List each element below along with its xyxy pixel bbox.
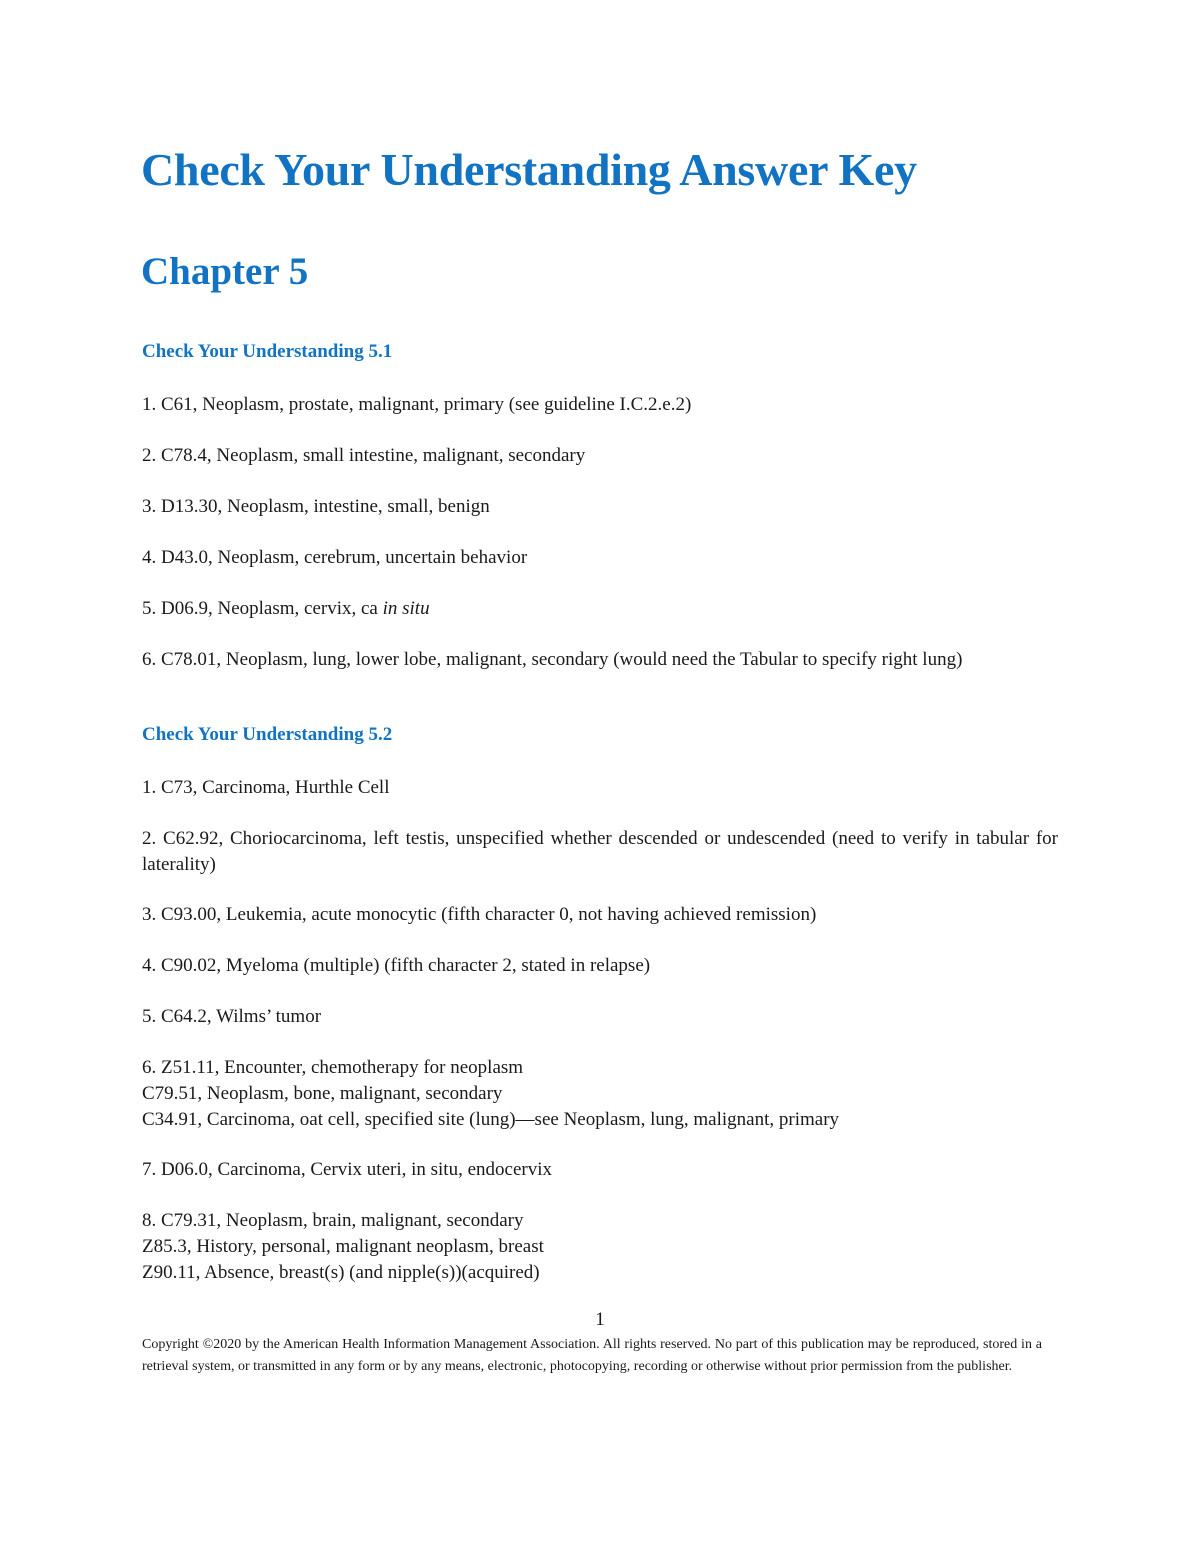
answer-item: 3. C93.00, Leukemia, acute monocytic (fifth character 0, not having achieved remission) [142, 904, 817, 925]
section-heading-5-2: Check Your Understanding 5.2 [142, 724, 393, 745]
answer-line: 6. Z51.11, Encounter, chemotherapy for neoplasm [142, 1057, 524, 1078]
copyright-footer: Copyright ©2020 by the American Health Information Management Association. All rights reserved. No part of this publication may be reproduced, stored in a retrieval system, or transmitted in any form or by any means, electronic, photocopying, recording or otherwise without prior permission from the publisher. [142, 1337, 1042, 1374]
answer-emphasis: in situ [382, 598, 430, 619]
answer-item [142, 1208, 1058, 1286]
answer-text: 5. D06.9, Neoplasm, cervix, ca [142, 598, 383, 619]
answer-line: C79.51, Neoplasm, bone, malignant, secondary [142, 1083, 503, 1104]
document-title: Check Your Understanding Answer Key [141, 144, 917, 195]
answer-item: 2. C78.4, Neoplasm, small intestine, malignant, secondary [142, 445, 586, 466]
answer-item: 7. D06.0, Carcinoma, Cervix uteri, in situ, endocervix [142, 1159, 552, 1180]
answer-line: Z85.3, History, personal, malignant neoplasm, breast [142, 1236, 544, 1257]
answer-line: C34.91, Carcinoma, oat cell, specified site (lung)—see Neoplasm, lung, malignant, primary [142, 1109, 840, 1130]
answer-item: 5. C64.2, Wilms’ tumor [142, 1006, 322, 1027]
page-number: 1 [595, 1309, 605, 1330]
answer-item: 4. D43.0, Neoplasm, cerebrum, uncertain behavior [142, 547, 528, 568]
answer-item: 1. C61, Neoplasm, prostate, malignant, primary (see guideline I.C.2.e.2) [142, 394, 692, 415]
answer-item: 3. D13.30, Neoplasm, intestine, small, benign [142, 496, 490, 517]
answer-item: 2. C62.92, Choriocarcinoma, left testis, unspecified whether descended or undescended (need to verify in tabular for laterality) [142, 828, 1058, 875]
section-heading-5-1: Check Your Understanding 5.1 [142, 341, 393, 362]
answer-item [142, 596, 1058, 622]
answer-item [142, 1055, 1058, 1133]
answer-line: Z90.11, Absence, breast(s) (and nipple(s))(acquired) [142, 1262, 540, 1283]
chapter-heading: Chapter 5 [141, 250, 309, 293]
answer-line: 8. C79.31, Neoplasm, brain, malignant, secondary [142, 1210, 524, 1231]
answer-item: 1. C73, Carcinoma, Hurthle Cell [142, 777, 390, 798]
answer-item: 4. C90.02, Myeloma (multiple) (fifth character 2, stated in relapse) [142, 955, 651, 976]
answer-item: 6. C78.01, Neoplasm, lung, lower lobe, malignant, secondary (would need the Tabular to specify right lung) [142, 649, 963, 670]
